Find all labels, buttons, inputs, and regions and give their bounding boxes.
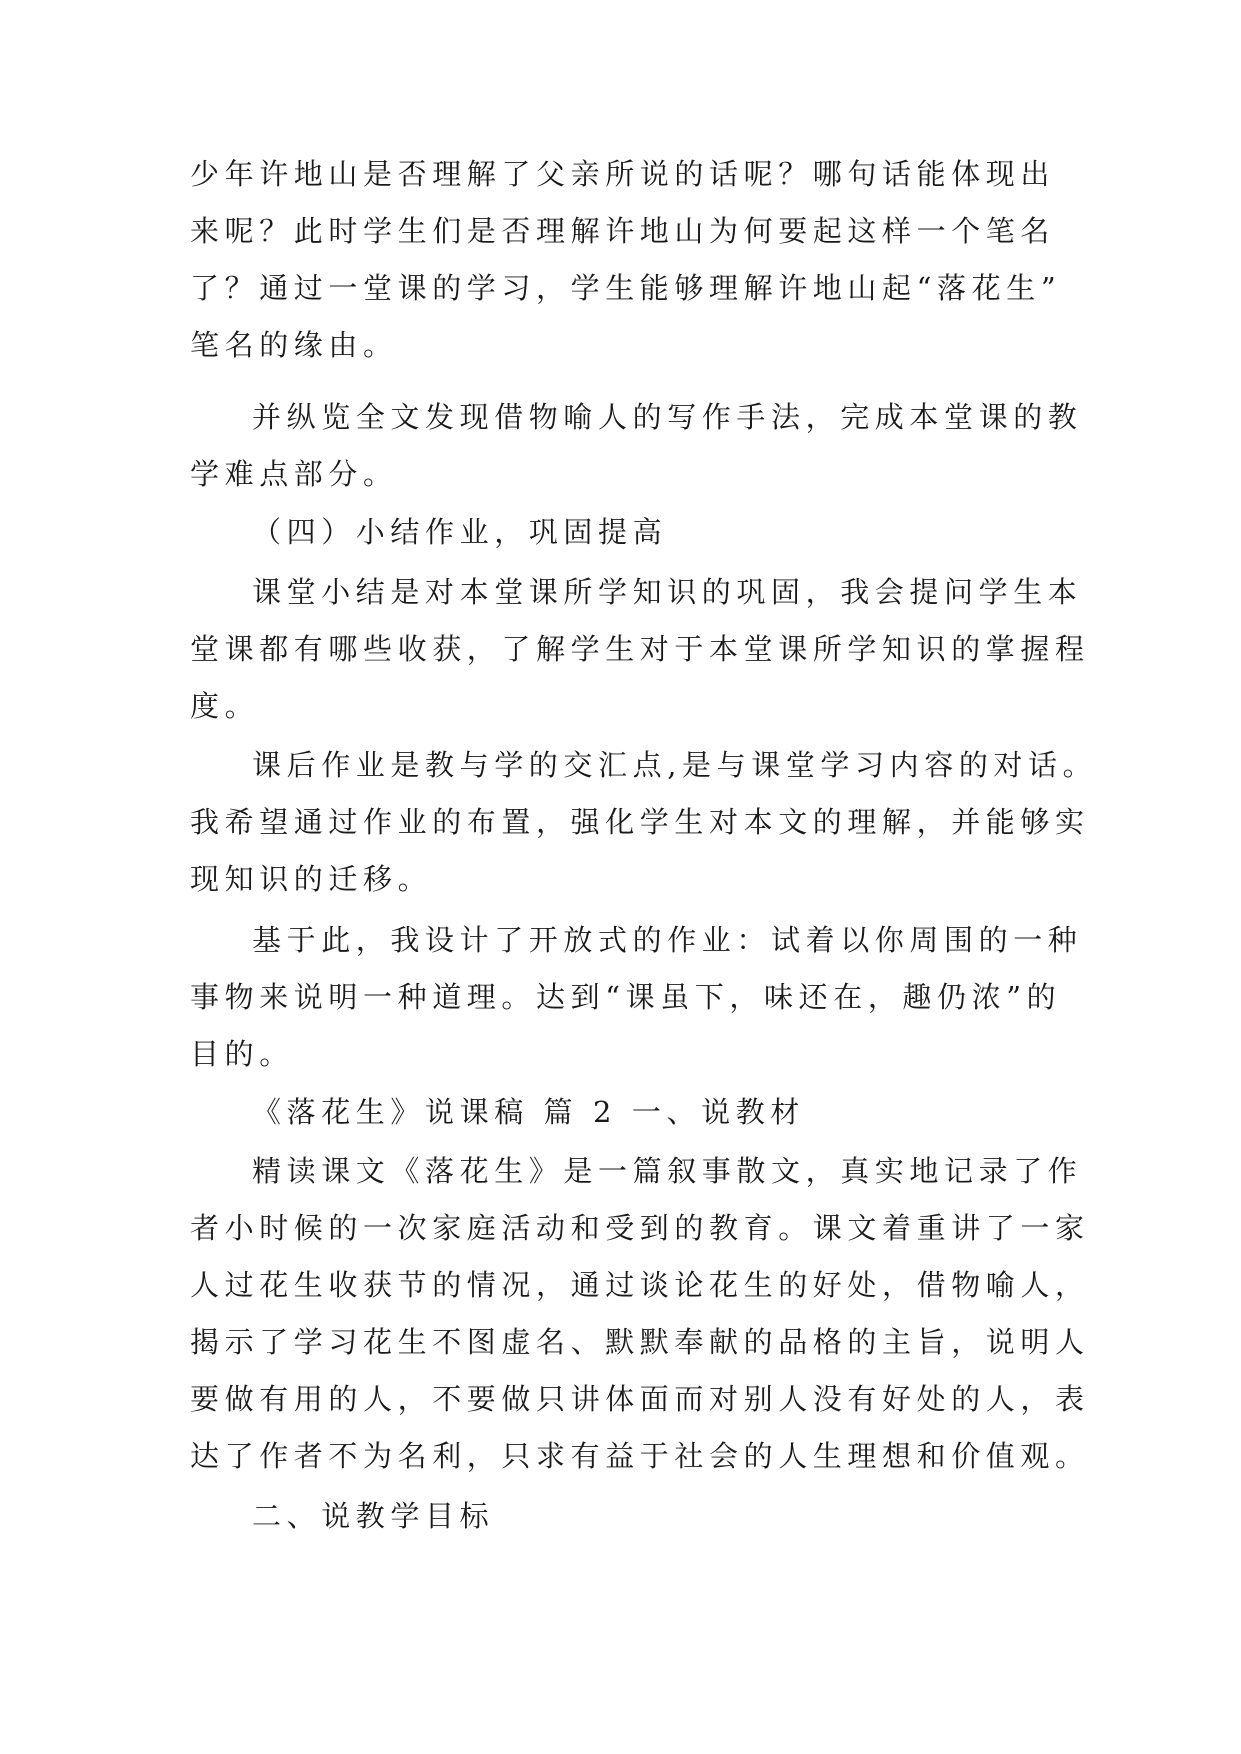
text-line: 笔名的缘由。: [190, 328, 398, 362]
text-line: 达了作者不为名利，只求有益于社会的人生理想和价值观。: [190, 1439, 1090, 1473]
text-line: 我希望通过作业的布置，强化学生对本文的理解，并能够实: [190, 805, 1090, 839]
text-line: 来呢？此时学生们是否理解许地山为何要起这样一个笔名: [190, 214, 1056, 248]
text-line: 者小时候的一次家庭活动和受到的教育。课文着重讲了一家: [190, 1211, 1090, 1245]
text-line: 事物来说明一种道理。达到“课虽下，味还在，趣仍浓”的: [190, 980, 1062, 1014]
text-line: 了？通过一堂课的学习，学生能够理解许地山起“落花生”: [190, 271, 1062, 305]
text-line: 要做有用的人，不要做只讲体面而对别人没有好处的人，表: [190, 1382, 1090, 1416]
section-heading: 《落花生》说课稿 篇 2 一、说教材: [252, 1095, 805, 1129]
text-line: 并纵览全文发现借物喻人的写作手法，完成本堂课的教: [252, 400, 1083, 434]
text-line: 精读课文《落花生》是一篇叙事散文，真实地记录了作: [252, 1154, 1083, 1188]
text-line: 目的。: [190, 1037, 294, 1071]
text-line: 学难点部分。: [190, 457, 398, 491]
text-line: 人过花生收获节的情况，通过谈论花生的好处，借物喻人，: [190, 1268, 1090, 1302]
section-heading: （四）小结作业，巩固提高: [252, 515, 668, 549]
text-line: 课堂小结是对本堂课所学知识的巩固，我会提问学生本: [252, 575, 1083, 609]
text-line: 课后作业是教与学的交汇点,是与课堂学习内容的对话。: [252, 748, 1098, 782]
section-heading: 二、说教学目标: [252, 1499, 495, 1533]
text-line: 揭示了学习花生不图虚名、默默奉献的品格的主旨，说明人: [190, 1325, 1090, 1359]
text-line: 现知识的迁移。: [190, 862, 433, 896]
text-line: 少年许地山是否理解了父亲所说的话呢？哪句话能体现出: [190, 157, 1056, 191]
text-line: 堂课都有哪些收获，了解学生对于本堂课所学知识的掌握程: [190, 632, 1090, 666]
text-line: 度。: [190, 689, 260, 723]
text-line: 基于此，我设计了开放式的作业：试着以你周围的一种: [252, 923, 1083, 957]
